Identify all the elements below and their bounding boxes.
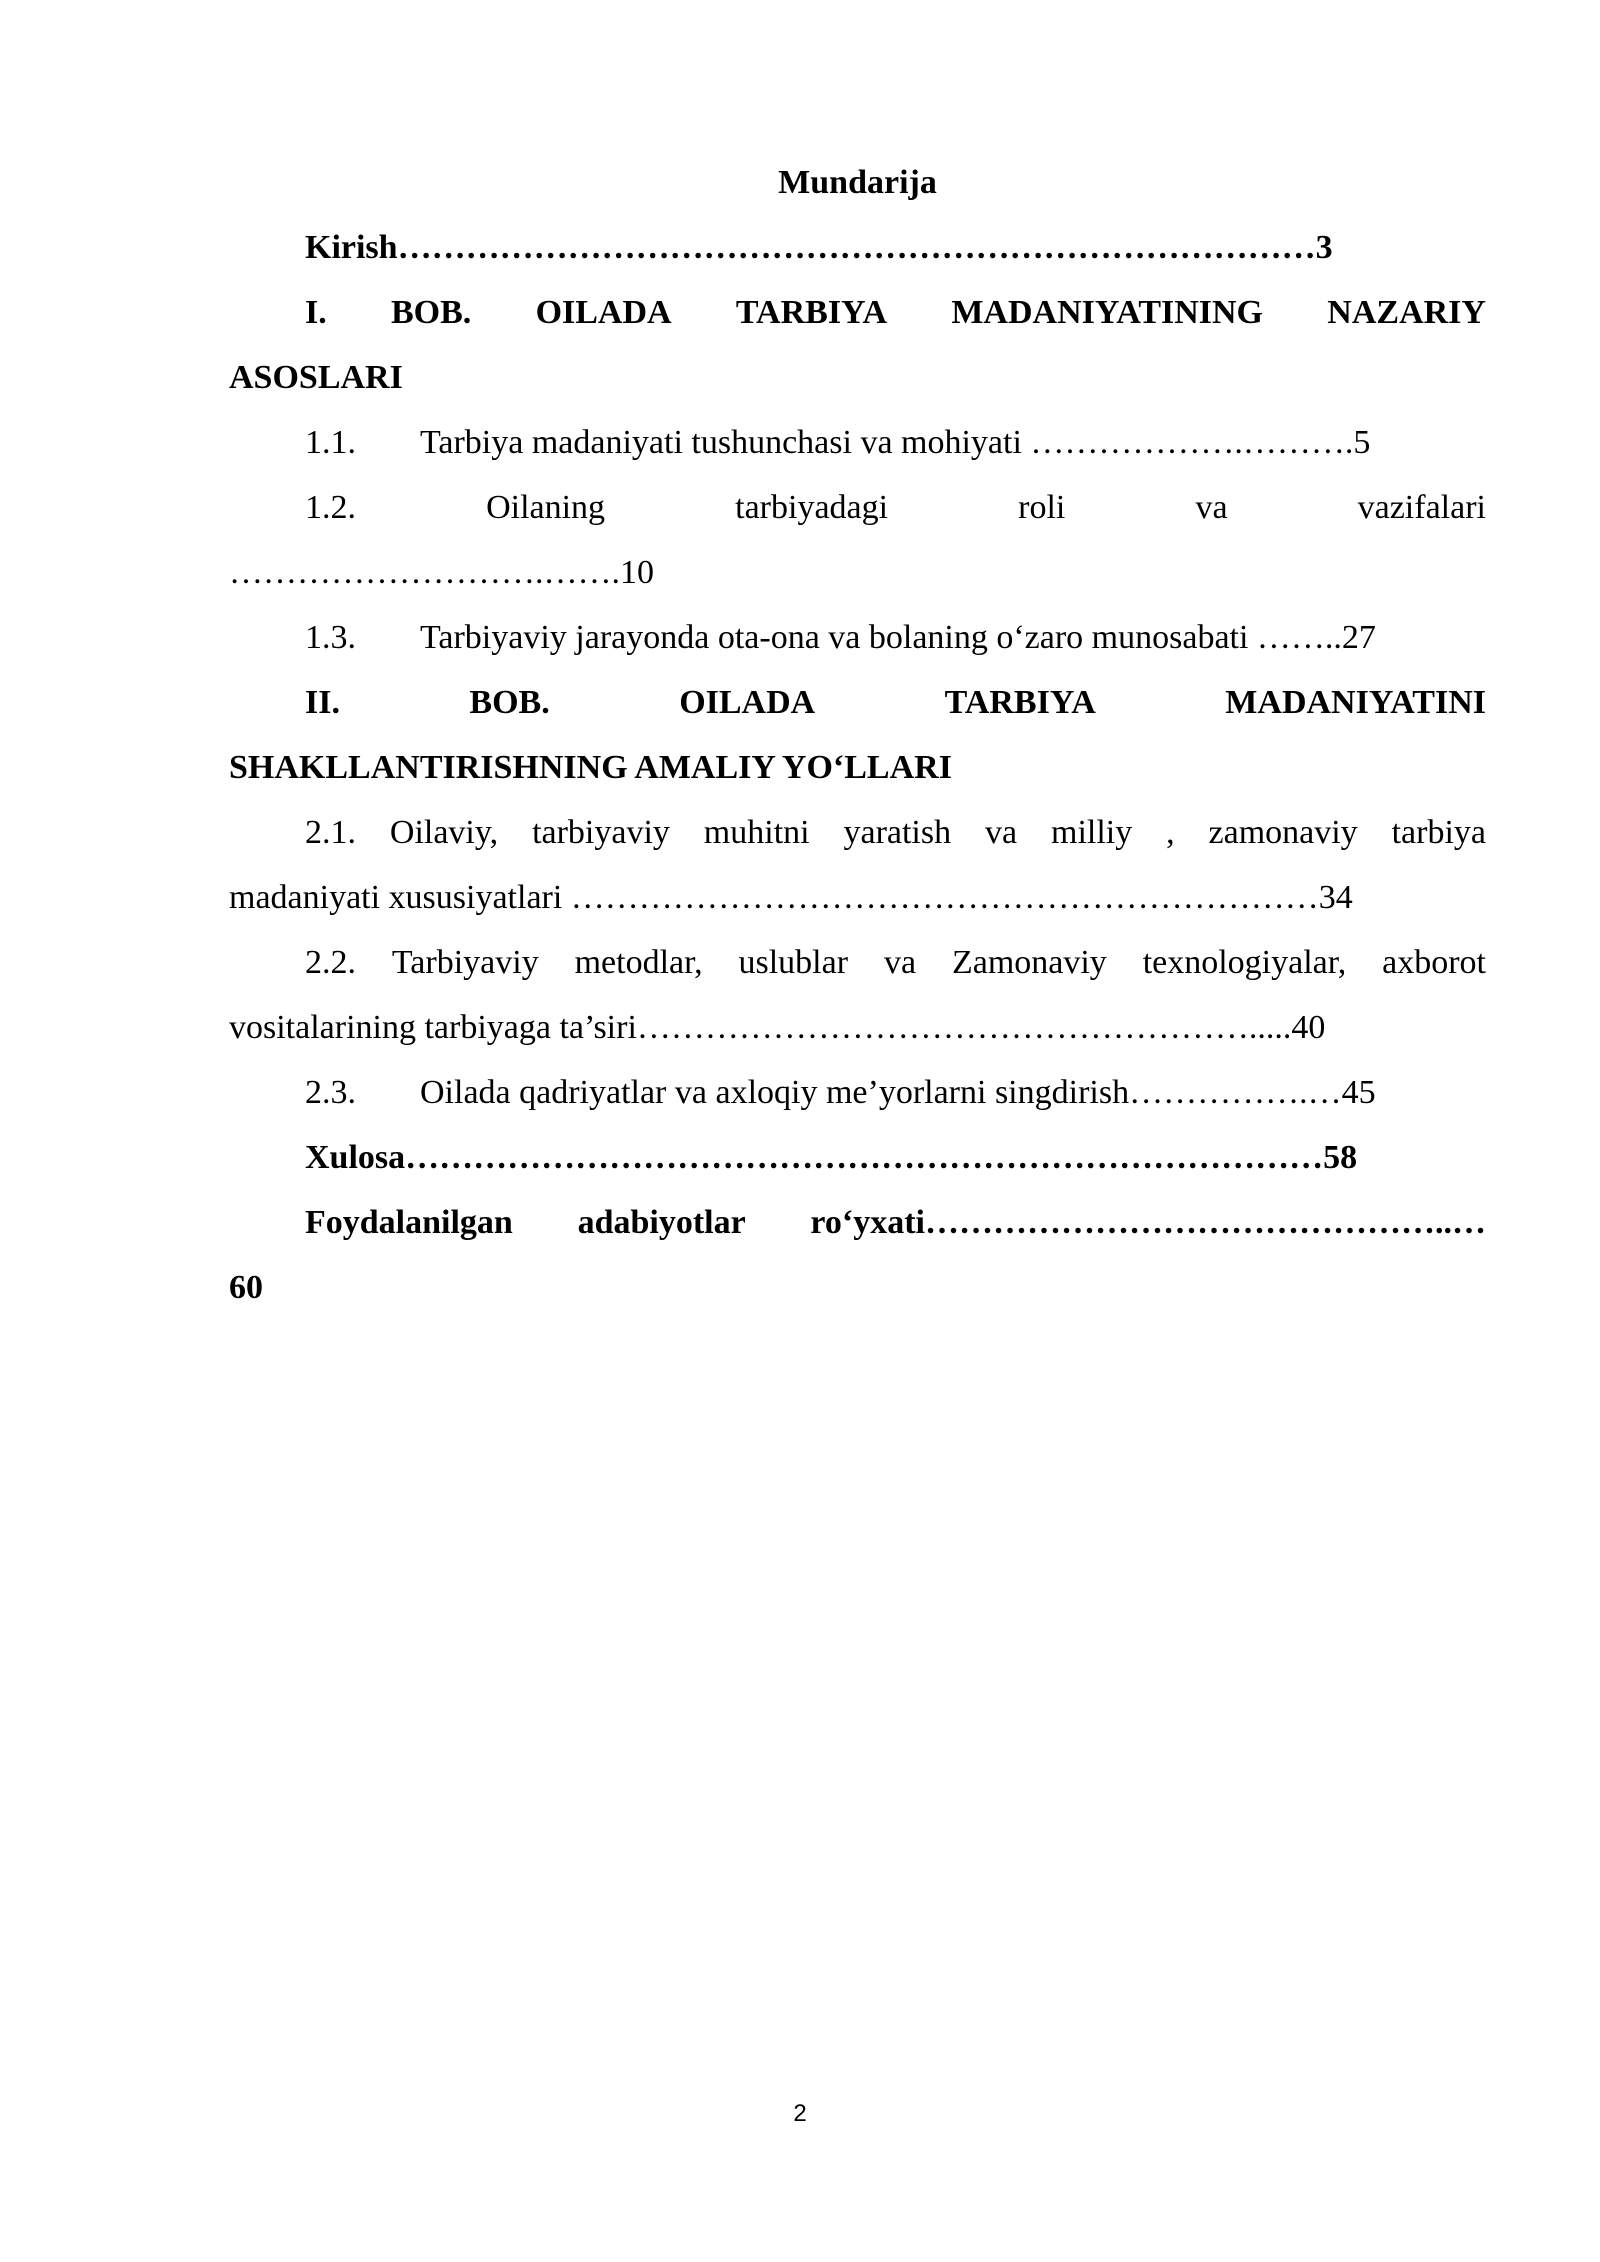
section-title: Oilada qadriyatlar va axloqiy me’yorlarni singdirish…………….…45 bbox=[420, 1074, 1376, 1111]
references-word: ro‘yxati………………………………………..… bbox=[810, 1204, 1486, 1241]
toc-entry-conclusion: Xulosa………………………………………………………………………58 bbox=[305, 1139, 1358, 1176]
toc-chapter-2-line-1 bbox=[229, 670, 1486, 735]
section-number: 1.2. bbox=[305, 489, 356, 526]
chapter-word: MADANIYATINING bbox=[951, 294, 1264, 331]
section-word: uslublar bbox=[738, 944, 849, 981]
section-number: 2.3. bbox=[305, 1074, 356, 1111]
toc-entry-1-1 bbox=[229, 410, 1486, 475]
chapter-word: TARBIYA bbox=[735, 294, 888, 331]
section-number: 2.2. bbox=[305, 944, 356, 981]
chapter-word: BOB. bbox=[391, 294, 472, 331]
chapter-word: OILADA bbox=[679, 684, 816, 721]
section-number: 1.1. bbox=[305, 424, 356, 461]
chapter-word: OILADA bbox=[535, 294, 672, 331]
section-word: metodlar, bbox=[574, 944, 703, 981]
toc-entry-1-2-continuation: ……………………….…….10 bbox=[229, 554, 654, 591]
section-number: 1.3. bbox=[305, 619, 356, 656]
toc-entry-intro: Kirish………………………………………………………………………3 bbox=[305, 229, 1333, 266]
section-word: vazifalari bbox=[1357, 489, 1486, 526]
chapter-word: MADANIYATINI bbox=[1225, 684, 1486, 721]
section-word: Zamonaviy bbox=[951, 944, 1107, 981]
toc-entry-references-page: 60 bbox=[229, 1269, 263, 1306]
toc-entry-references bbox=[229, 1190, 1486, 1255]
toc-entry-2-2 bbox=[229, 930, 1486, 995]
section-word: tarbiyaviy bbox=[532, 814, 670, 851]
references-word: adabiyotlar bbox=[577, 1204, 746, 1241]
section-word: Tarbiyaviy bbox=[391, 944, 539, 981]
section-number: 2.1. bbox=[305, 814, 356, 851]
section-word: tarbiya bbox=[1391, 814, 1486, 851]
section-word: zamonaviy bbox=[1208, 814, 1358, 851]
section-word: milliy bbox=[1051, 814, 1133, 851]
page-number: 2 bbox=[793, 2100, 807, 2127]
toc-entry-1-2 bbox=[229, 475, 1486, 540]
section-word: tarbiyadagi bbox=[735, 489, 889, 526]
section-word: muhitni bbox=[703, 814, 810, 851]
chapter-word: I. bbox=[305, 294, 327, 331]
toc-chapter-1-line-1 bbox=[229, 280, 1486, 345]
chapter-word: NAZARIY bbox=[1327, 294, 1486, 331]
section-word: yaratish bbox=[843, 814, 952, 851]
chapter-word: TARBIYA bbox=[944, 684, 1096, 721]
section-word: roli bbox=[1018, 489, 1066, 526]
toc-entry-2-1-continuation: madaniyati xususiyatlari …………………………………………………………34 bbox=[229, 879, 1353, 916]
section-word: va bbox=[1195, 489, 1228, 526]
chapter-word: BOB. bbox=[469, 684, 550, 721]
toc-entry-2-1 bbox=[229, 800, 1486, 865]
section-word: texnologiyalar, bbox=[1142, 944, 1347, 981]
toc-title: Mundarija bbox=[778, 164, 937, 201]
references-word: Foydalanilgan bbox=[305, 1204, 513, 1241]
toc-entry-2-2-continuation: vositalarining tarbiyaga ta’siri……………………………………………….....40 bbox=[229, 1009, 1326, 1046]
section-word: , bbox=[1166, 814, 1175, 851]
section-word: Oilaning bbox=[486, 489, 606, 526]
toc-entry-2-3 bbox=[229, 1060, 1486, 1125]
section-word: va bbox=[883, 944, 917, 981]
section-word: va bbox=[985, 814, 1018, 851]
section-title: Tarbiya madaniyati tushunchasi va mohiyati ……………….……….5 bbox=[420, 424, 1371, 461]
section-word: axborot bbox=[1382, 944, 1486, 981]
section-title: Tarbiyaviy jarayonda ota-ona va bolaning o‘zaro munosabati ……..27 bbox=[420, 619, 1376, 656]
toc-entry-1-3 bbox=[229, 605, 1486, 670]
toc-chapter-2-line-2: SHAKLLANTIRISHNING AMALIY YO‘LLARI bbox=[229, 749, 952, 786]
section-word: Oilaviy, bbox=[389, 814, 499, 851]
toc-chapter-1-line-2: ASOSLARI bbox=[229, 359, 403, 396]
chapter-word: II. bbox=[305, 684, 340, 721]
table-of-contents bbox=[229, 150, 1486, 1320]
